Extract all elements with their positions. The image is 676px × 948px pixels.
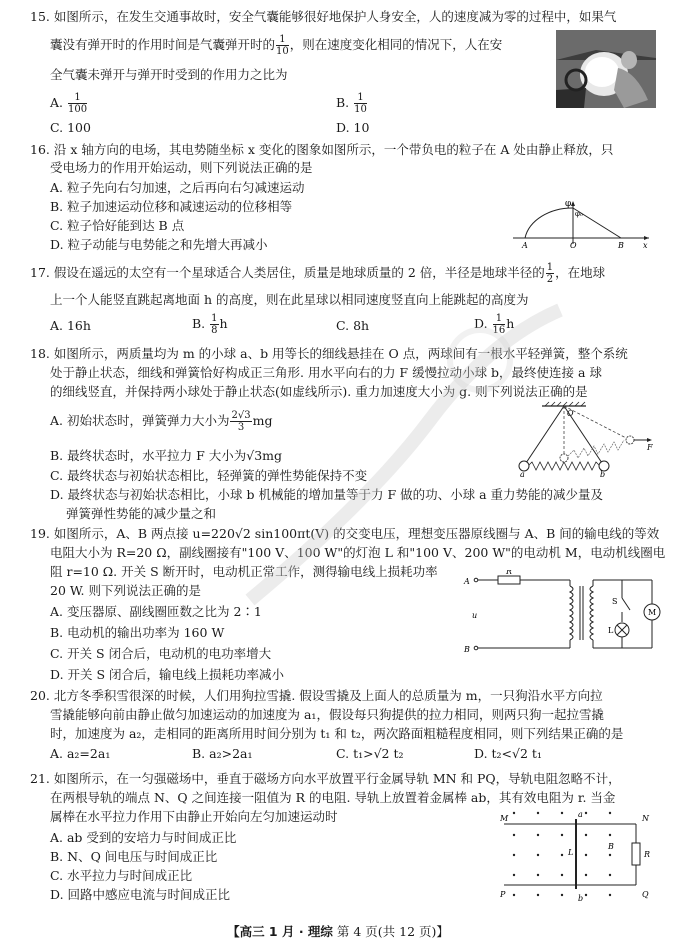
q16-option-c: C. 粒子恰好能到达 B 点 xyxy=(50,218,185,233)
q15-optA-den: 100 xyxy=(68,104,88,115)
label-n: N xyxy=(642,814,649,823)
label-field-b: B xyxy=(608,842,614,851)
airbag-photo xyxy=(556,30,656,108)
phi0-label: φ₀ xyxy=(575,210,583,218)
label-p: P xyxy=(500,890,506,899)
q19-line4: 20 W. 则下列说法正确的是 xyxy=(50,583,201,598)
ball-a-final xyxy=(560,454,568,462)
footer-title: 【高三 1 月 · 理综 xyxy=(227,924,333,939)
secondary-coil xyxy=(590,586,593,640)
q17-fraction xyxy=(546,262,554,285)
q19-line1: 19. 如图所示，A、B 两点接 u=220√2 sin100πt(V) 的交变电压，理想变压器原线圈与 A、B 间的输电线的等效 xyxy=(30,526,660,541)
q15-line2-b: ，则在速度变化相同的情况下，人在安 xyxy=(289,37,503,52)
q21-line1: 21. 如图所示，在一匀强磁场中，垂直于磁场方向水平放置平行金属导轨 MN 和 PQ，导轨电阻忽略不计， xyxy=(30,771,621,786)
q20-line3: 时，加速度为 a₂，走相同的距离所用时间分别为 t₁ 和 t₂，两次路面粗糙程度相同，则下列结果正确的是 xyxy=(50,726,624,741)
point-a-label: A xyxy=(522,241,528,250)
q18-line1: 18. 如图所示，两质量均为 m 的小球 a、b 用等长的细线悬挂在 O 点，两球间有一根水平轻弹簧，整个系统 xyxy=(30,346,628,361)
q17-line1-a: 17. 假设在遥远的太空有一个星球适合人类居住，质量是地球质量的 2 倍，半径是地球半径的 xyxy=(30,265,545,280)
q18-optA-text: A. 初始状态时，弹簧弹力大小为 xyxy=(50,413,230,428)
q18-optA-den: 3 xyxy=(237,422,245,433)
q17-line2: 上一个人能竖直跳起离地面 h 的高度，则在此星球以相同速度竖直向上能跳起的高度为 xyxy=(50,292,529,307)
q18-option-d-line2: 弹簧弹性势能的减少量之和 xyxy=(66,506,217,521)
q21-option-c: C. 水平拉力与时间成正比 xyxy=(50,868,193,883)
ball-b-label: b xyxy=(600,470,606,478)
q18-optA-num: 2√3 xyxy=(231,410,251,421)
q15-optA-frac xyxy=(68,92,87,115)
resistor-r xyxy=(498,576,520,584)
label-a: a xyxy=(578,810,583,819)
q19-option-a: A. 变压器原、副线圈匝数之比为 2∶1 xyxy=(50,604,262,619)
q19-option-d: D. 开关 S 闭合后，输电线上损耗功率减小 xyxy=(50,667,285,682)
ceiling-hatch xyxy=(545,402,585,406)
q15-option-c: C. 100 xyxy=(50,120,91,135)
q17-frac-den: 2 xyxy=(546,274,554,285)
q16-option-d: D. 粒子动能与电势能之和先增大再减小 xyxy=(50,237,268,252)
label-l: L xyxy=(568,848,574,857)
q15-option-d: D. 10 xyxy=(336,120,370,135)
q17-optB-label: B. xyxy=(192,316,206,331)
q17-option-b xyxy=(192,313,228,336)
q19-line2: 电阻大小为 R=20 Ω，副线圈接有"100 V、100 W"的灯泡 L 和"100 V、200 W"的电动机 M，电动机线圈电 xyxy=(50,545,666,560)
q21-figure-svg xyxy=(500,807,660,907)
q21-option-a: A. ab 受到的安培力与时间成正比 xyxy=(50,830,237,845)
q19-option-c: C. 开关 S 闭合后，电动机的电功率增大 xyxy=(50,646,272,661)
q20-option-a: A. a₂=2a₁ xyxy=(50,746,111,761)
q17-optD-suffix: h xyxy=(506,316,515,331)
q15-option-b xyxy=(336,92,368,115)
q17-frac-num: 1 xyxy=(546,262,554,273)
q21-option-b: B. N、Q 间电压与时间成正比 xyxy=(50,849,218,864)
q21-line3: 属棒在水平拉力作用下由静止开始向左匀加速运动时 xyxy=(50,809,338,824)
label-r: R xyxy=(644,850,651,859)
footer-page: 第 4 页(共 12 页)】 xyxy=(336,924,449,939)
q15-optB-label: B. xyxy=(336,95,350,110)
q18-option-a xyxy=(50,410,272,433)
q18-spring-figure xyxy=(512,400,657,478)
label-m: M xyxy=(500,814,509,823)
q19-line3: 阻 r=10 Ω. 开关 S 断开时，电动机正常工作，测得输电线上损耗功率 xyxy=(50,564,438,579)
potential-arc xyxy=(525,208,573,238)
phi-label: φ xyxy=(565,200,572,209)
terminal-b-label: B xyxy=(464,645,470,654)
q17-optB-num: 1 xyxy=(211,313,218,324)
q17-option-a: A. 16h xyxy=(50,318,91,333)
q21-line2: 在两根导轨的端点 N、Q 之间连接一阻值为 R 的电阻. 导轨上放置着金属棒 ab，其有效电阻为 r. 当金 xyxy=(50,790,616,805)
x-axis-arrow xyxy=(644,236,649,240)
q17-optD-frac xyxy=(493,313,506,336)
q20-option-b: B. a₂>2a₁ xyxy=(192,746,253,761)
q15-line1: 15. 如图所示，在发生交通事故时，安全气囊能够很好地保护人身安全，人的速度减为零的过程中，如果气 xyxy=(30,9,617,24)
string-b xyxy=(564,406,604,466)
q17-optD-label: D. xyxy=(474,316,488,331)
force-arrowhead xyxy=(647,438,652,442)
q16-graph-svg xyxy=(505,200,655,250)
label-q: Q xyxy=(642,890,649,899)
y-axis-arrow xyxy=(571,201,575,206)
q18-optA-suffix: mg xyxy=(252,413,273,428)
q18-line2: 处于静止状态，细线和弹簧恰好构成正三角形. 用水平向右的力 F 缓慢拉动小球 b，最终使连接 a 球 xyxy=(50,365,602,380)
label-b: b xyxy=(578,894,584,903)
motor-m-label: M xyxy=(648,608,657,617)
terminal-a xyxy=(474,578,478,582)
q17-optD-num: 1 xyxy=(493,313,506,325)
airbag-photo-graphic xyxy=(556,30,656,108)
q19-option-b: B. 电动机的输出功率为 160 W xyxy=(50,625,225,640)
q18-option-b: B. 最终状态时，水平拉力 F 大小为√3mg xyxy=(50,448,283,463)
q20-option-d: D. t₂<√2 t₁ xyxy=(474,746,542,761)
q15-line3: 全气囊未弹开与弹开时受到的作用力之比为 xyxy=(50,67,288,82)
q15-option-a xyxy=(50,92,88,115)
q21-rail-figure xyxy=(500,807,660,907)
origin-label: O xyxy=(570,241,577,250)
q17-optD-den: 16 xyxy=(492,325,506,336)
resistor-r xyxy=(632,843,640,865)
dashed-spring xyxy=(568,440,624,458)
q19-circuit-svg xyxy=(462,570,662,656)
terminal-a-label: A xyxy=(464,577,470,586)
q20-line1: 20. 北方冬季积雪很深的时候，人们用狗拉雪撬. 假设雪撬及上面人的总质量为 m，一只狗沿水平方向拉 xyxy=(30,688,603,703)
q15-optA-label: A. xyxy=(50,95,64,110)
q16-potential-graph xyxy=(505,200,655,250)
x-label: x xyxy=(643,241,648,250)
q18-line3: 的细线竖直，并保持两小球处于静止状态(如虚线所示). 重力加速度大小为 g. 则下列说法正确的是 xyxy=(50,384,588,399)
q18-figure-svg xyxy=(512,400,657,478)
ball-a-label: a xyxy=(520,470,525,478)
spring xyxy=(528,462,600,470)
q21-option-d: D. 回路中感应电流与时间成正比 xyxy=(50,887,231,902)
q15-frac-num: 1 xyxy=(276,34,289,46)
voltage-u-label: u xyxy=(472,611,478,620)
q15-line2 xyxy=(50,34,502,57)
q15-optA-num: 1 xyxy=(68,92,87,104)
lamp-l-label: L xyxy=(608,626,614,635)
pivot-o-label: O xyxy=(567,409,574,418)
q20-option-c: C. t₁>√2 t₂ xyxy=(336,746,404,761)
q17-optB-suffix: h xyxy=(219,316,228,331)
q16-line1: 16. 沿 x 轴方向的电场，其电势随坐标 x 变化的图象如图所示，一个带负电的粒子在 A 处由静止释放，只 xyxy=(30,142,614,157)
q16-option-a: A. 粒子先向右匀加速，之后再向右匀减速运动 xyxy=(50,180,305,195)
string-a xyxy=(524,406,564,466)
point-b-label: B xyxy=(618,241,624,250)
q18-option-c: C. 最终状态与初始状态相比，轻弹簧的弹性势能保持不变 xyxy=(50,468,368,483)
ball-b-final xyxy=(626,436,634,444)
resistor-r-label: R xyxy=(506,570,513,576)
q19-circuit-figure xyxy=(462,570,662,656)
force-f-label: F xyxy=(647,443,653,452)
q15-optB-num: 1 xyxy=(354,92,367,104)
q15-frac-den: 10 xyxy=(276,46,289,57)
q15-line2-a: 囊没有弹开时的作用时间是气囊弹开时的 xyxy=(50,37,276,52)
q17-optB-frac xyxy=(210,313,218,336)
q15-optB-frac xyxy=(354,92,367,115)
q15-optB-den: 10 xyxy=(354,104,367,115)
switch-blade xyxy=(622,598,630,610)
q18-option-d-line1: D. 最终状态与初始状态相比，小球 b 机械能的增加量等于力 F 做的功、小球 a 重力势能的减少量及 xyxy=(50,487,603,502)
primary-coil xyxy=(570,586,573,640)
q18-optA-frac xyxy=(230,410,251,433)
q17-option-c: C. 8h xyxy=(336,318,370,333)
q16-line2: 受电场力的作用开始运动，则下列说法正确的是 xyxy=(50,160,313,175)
page-footer xyxy=(0,922,676,940)
switch-s-label: S xyxy=(612,597,618,606)
dashed-string-b xyxy=(564,406,630,440)
q17-optB-den: 8 xyxy=(211,325,218,336)
terminal-b xyxy=(474,646,478,650)
q17-line1-b: ，在地球 xyxy=(555,265,606,280)
q20-line2: 雪撬能够向前由静止做匀加速运动的加速度为 a₁，假设每只狗提供的拉力相同，则两只狗一起拉雪撬 xyxy=(50,707,604,722)
q15-fraction xyxy=(276,34,289,57)
q16-option-b: B. 粒子加速运动位移和减速运动的位移相等 xyxy=(50,199,293,214)
q17-line1 xyxy=(30,262,605,285)
q17-option-d xyxy=(474,313,514,336)
